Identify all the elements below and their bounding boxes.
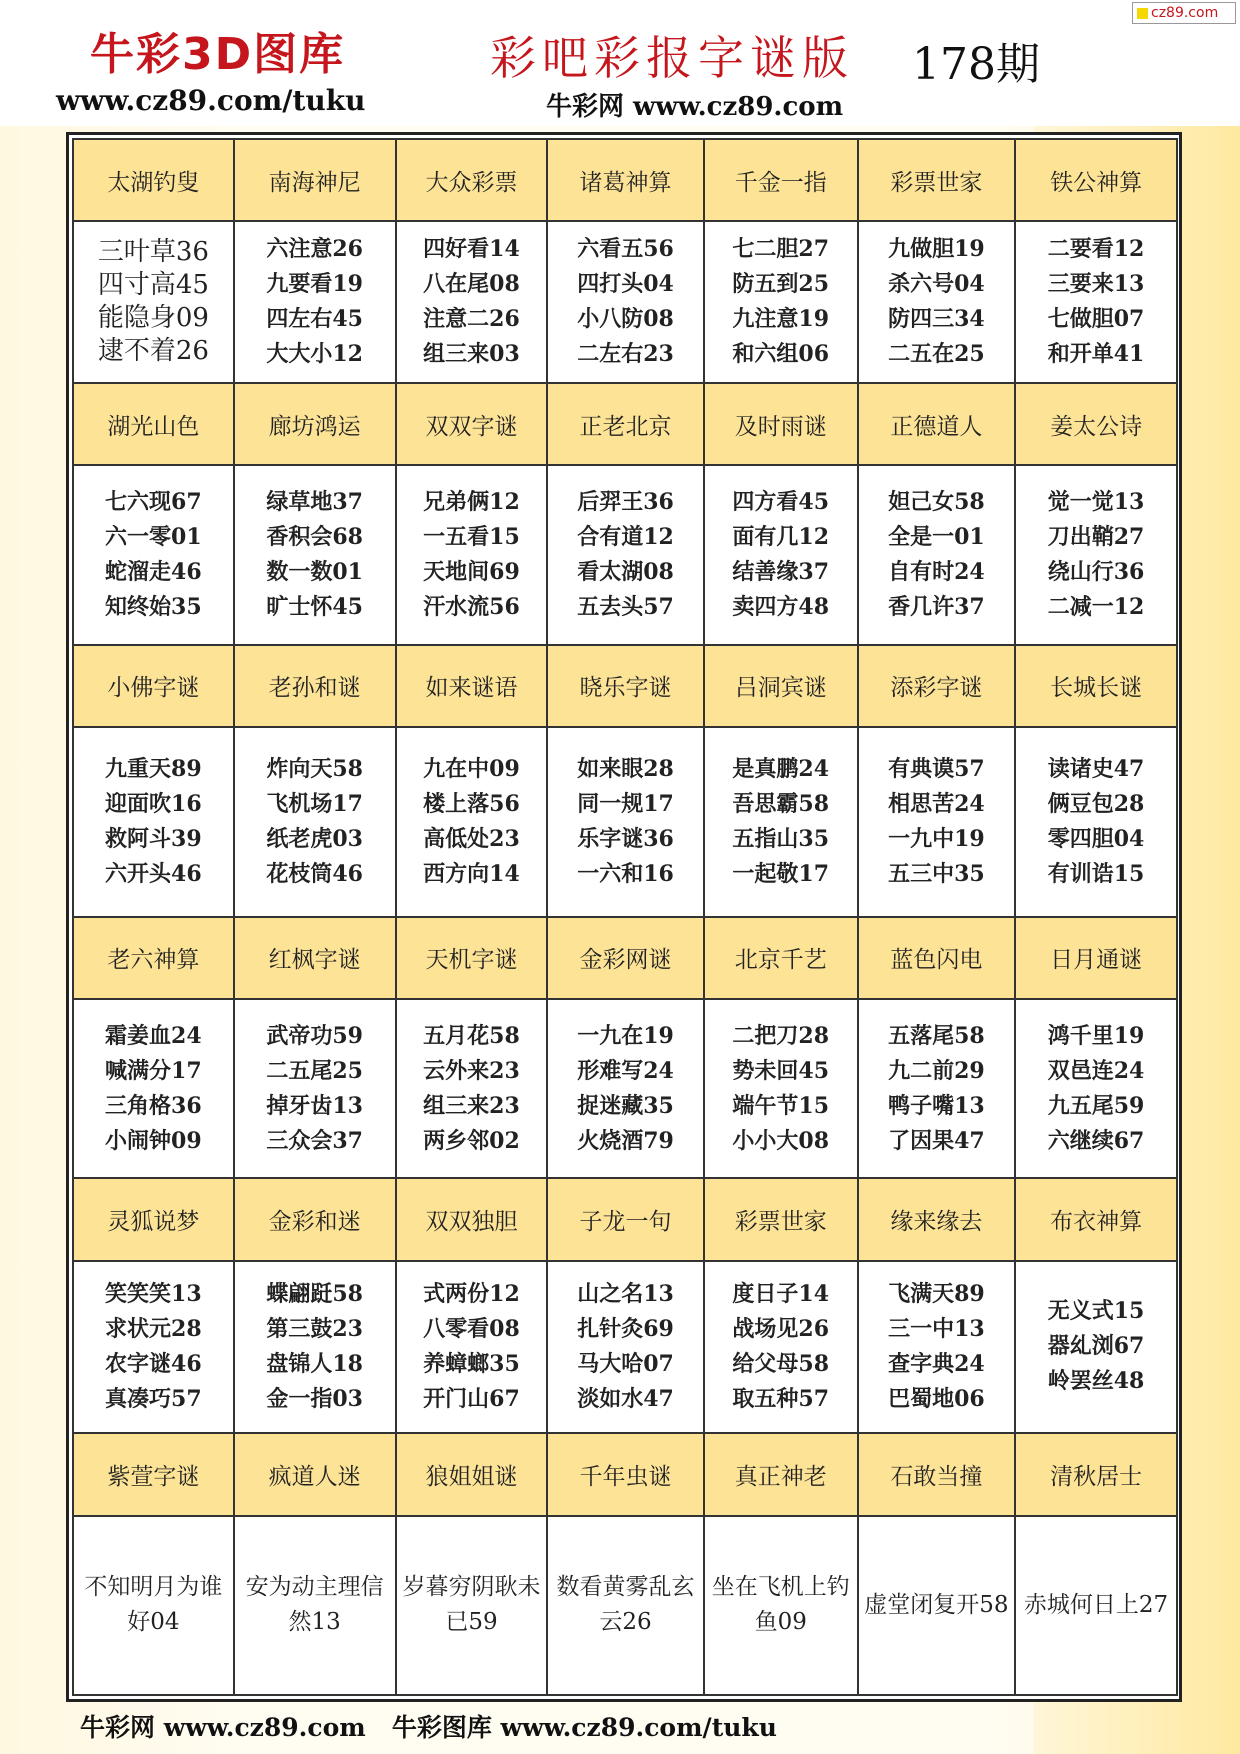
column-header: 小佛字谜 <box>73 645 234 727</box>
riddle-line: 飞机场17 <box>266 790 363 817</box>
riddle-line: 蝶翩跹58 <box>266 1280 363 1307</box>
riddle-line: 杀六号04 <box>888 271 985 298</box>
riddle-line: 三角格36 <box>105 1092 202 1119</box>
riddle-cell <box>1015 999 1177 1178</box>
riddle-line: 汗水流56 <box>423 593 520 620</box>
riddle-line: 刀出鞘27 <box>1047 523 1145 550</box>
riddle-line: 二五尾25 <box>266 1057 363 1084</box>
riddle-cell <box>704 999 858 1178</box>
column-header: 布衣神算 <box>1015 1178 1177 1260</box>
riddle-line: 盘锦人18 <box>266 1350 363 1377</box>
riddle-line: 自有时24 <box>888 558 985 585</box>
riddle-line: 面有几12 <box>732 523 830 550</box>
column-header: 真正神老 <box>704 1433 858 1515</box>
riddle-line: 小小大08 <box>732 1127 830 1154</box>
riddle-cell <box>234 727 396 917</box>
riddle-line: 数看黄雾乱玄 <box>556 1574 695 1601</box>
riddle-line: 五月花58 <box>423 1022 520 1049</box>
riddle-line: 组三来03 <box>423 341 520 368</box>
riddle-line: 一起敬17 <box>732 860 830 887</box>
riddle-line: 九二前29 <box>888 1057 985 1084</box>
riddle-line: 笑笑笑13 <box>105 1280 202 1307</box>
riddle-line: 双邑连24 <box>1047 1057 1145 1084</box>
column-header: 正德道人 <box>858 383 1015 465</box>
header-row <box>73 1433 1177 1515</box>
riddle-line: 防四三34 <box>888 306 985 333</box>
riddle-cell <box>547 727 703 917</box>
riddle-cell <box>858 999 1015 1178</box>
column-header: 添彩字谜 <box>858 645 1015 727</box>
riddle-line: 七做胆07 <box>1047 306 1145 333</box>
riddle-line: 知终始35 <box>105 593 202 620</box>
header-row <box>73 139 1177 221</box>
riddle-line: 兄弟俩12 <box>423 488 520 515</box>
riddle-line: 救阿斗39 <box>105 825 202 852</box>
riddle-line: 四寸高45 <box>97 270 209 301</box>
riddle-line: 形难写24 <box>577 1057 674 1084</box>
table-row <box>73 465 1177 644</box>
riddle-line: 一九在19 <box>577 1022 674 1049</box>
riddle-line: 相思苦24 <box>888 790 985 817</box>
header-row <box>73 645 1177 727</box>
riddle-line: 第三鼓23 <box>266 1315 363 1342</box>
column-header: 千金一指 <box>704 139 858 221</box>
riddle-cell <box>396 999 548 1178</box>
riddle-line: 好04 <box>127 1609 180 1636</box>
riddle-line: 是真鹏24 <box>732 755 830 782</box>
riddle-line: 不知明月为谁 <box>84 1574 223 1601</box>
riddle-line: 大大小12 <box>266 341 363 368</box>
column-header: 狼姐姐谜 <box>396 1433 548 1515</box>
riddle-cell <box>234 1261 396 1434</box>
riddle-line: 农字谜46 <box>105 1350 202 1377</box>
table-row <box>73 221 1177 383</box>
brand-title: 牛彩3D图库 <box>90 29 346 80</box>
column-header: 彩票世家 <box>704 1178 858 1260</box>
column-header: 廊坊鸿运 <box>234 383 396 465</box>
riddle-line: 八在尾08 <box>423 271 520 298</box>
brand-url[interactable]: www.cz89.com/tuku <box>56 84 366 117</box>
riddle-line: 二减一12 <box>1047 593 1145 620</box>
column-header: 缘来缘去 <box>858 1178 1015 1260</box>
riddle-line: 六继续67 <box>1047 1127 1145 1154</box>
riddle-line: 六看五56 <box>577 236 674 263</box>
riddle-cell <box>858 221 1015 383</box>
column-header: 金彩和迷 <box>234 1178 396 1260</box>
riddle-line: 求状元28 <box>105 1315 202 1342</box>
riddle-line: 五落尾58 <box>888 1022 985 1049</box>
column-header: 千年虫谜 <box>547 1433 703 1515</box>
header-row <box>73 383 1177 465</box>
riddle-line: 注意二26 <box>423 306 520 333</box>
column-header: 姜太公诗 <box>1015 383 1177 465</box>
riddle-cell <box>396 1516 548 1696</box>
riddle-cell <box>73 1261 234 1434</box>
riddle-line: 一六和16 <box>577 860 674 887</box>
riddle-line: 觉一觉13 <box>1047 488 1145 515</box>
riddle-cell <box>234 1516 396 1696</box>
riddle-cell <box>73 727 234 917</box>
riddle-line: 七二胆27 <box>732 236 830 263</box>
riddle-line: 和六组06 <box>732 341 830 368</box>
riddle-line: 五三中35 <box>888 860 985 887</box>
riddle-line: 式两份12 <box>423 1280 520 1307</box>
riddle-line: 六注意26 <box>266 236 363 263</box>
riddle-line: 鸭子嘴13 <box>888 1092 985 1119</box>
riddle-cell <box>234 999 396 1178</box>
footer-left-url[interactable]: 牛彩网 www.cz89.com <box>80 1713 366 1742</box>
riddle-cell <box>547 1516 703 1696</box>
riddle-line: 取五种57 <box>732 1385 830 1412</box>
riddle-line: 三一中13 <box>888 1315 985 1342</box>
riddle-cell <box>1015 465 1177 644</box>
column-header: 金彩网谜 <box>547 917 703 999</box>
riddle-line: 势未回45 <box>732 1057 830 1084</box>
riddle-line: 鸿千里19 <box>1047 1022 1145 1049</box>
riddle-line: 九五尾59 <box>1047 1092 1145 1119</box>
riddle-line: 岁暮穷阴耿未 <box>402 1574 541 1601</box>
riddle-line: 捉迷藏35 <box>577 1092 674 1119</box>
footer-right-url[interactable]: 牛彩图库 www.cz89.com/tuku <box>391 1713 777 1742</box>
riddle-cell <box>396 1261 548 1434</box>
riddle-line: 坐在飞机上钓 <box>711 1574 850 1601</box>
column-header: 双双字谜 <box>396 383 548 465</box>
riddle-line: 七六现67 <box>105 488 202 515</box>
riddle-line: 俩豆包28 <box>1047 790 1145 817</box>
riddle-line: 六一零01 <box>105 523 202 550</box>
riddle-cell <box>858 727 1015 917</box>
riddle-line: 同一规17 <box>577 790 674 817</box>
column-header: 北京千艺 <box>704 917 858 999</box>
riddle-line: 两乡邻02 <box>423 1127 520 1154</box>
riddle-line: 后羿王36 <box>577 488 674 515</box>
riddle-line: 无义式15 <box>1047 1298 1145 1325</box>
riddle-line: 掉牙齿13 <box>266 1092 363 1119</box>
riddle-cell <box>234 221 396 383</box>
riddle-cell <box>73 1516 234 1696</box>
riddle-line: 九注意19 <box>732 306 830 333</box>
column-header: 红枫字谜 <box>234 917 396 999</box>
riddle-line: 二左右23 <box>577 341 674 368</box>
riddle-cell <box>858 465 1015 644</box>
riddle-line: 香积会68 <box>266 523 363 550</box>
riddle-line: 金一指03 <box>266 1385 363 1412</box>
riddle-line: 云外来23 <box>423 1057 520 1084</box>
column-header: 长城长谜 <box>1015 645 1177 727</box>
riddle-line: 扎针灸69 <box>577 1315 674 1342</box>
riddle-line: 有训诰15 <box>1047 860 1145 887</box>
column-header: 蓝色闪电 <box>858 917 1015 999</box>
table-row <box>73 727 1177 917</box>
riddle-line: 结善缘37 <box>732 558 830 585</box>
table-row <box>73 1261 1177 1434</box>
riddle-line: 如来眼28 <box>577 755 674 782</box>
riddle-cell <box>396 221 548 383</box>
riddle-line: 四打头04 <box>577 271 674 298</box>
riddle-line: 端午节15 <box>732 1092 830 1119</box>
column-header: 石敢当撞 <box>858 1433 1015 1515</box>
riddle-line: 数一数01 <box>266 558 363 585</box>
riddle-cell <box>1015 1261 1177 1434</box>
riddle-line: 防五到25 <box>732 271 830 298</box>
riddle-line: 卖四方48 <box>732 593 830 620</box>
riddle-line: 一五看15 <box>423 523 520 550</box>
riddle-line: 度日子14 <box>732 1280 830 1307</box>
riddle-line: 全是一01 <box>888 523 985 550</box>
riddle-line: 迎面吹16 <box>105 790 202 817</box>
riddle-line: 组三来23 <box>423 1092 520 1119</box>
footer-urls <box>80 1708 777 1744</box>
riddle-line: 三要来13 <box>1047 271 1145 298</box>
riddle-line: 然13 <box>288 1609 341 1636</box>
riddle-line: 霜姜血24 <box>105 1022 202 1049</box>
riddle-line: 查字典24 <box>888 1350 985 1377</box>
riddle-cell <box>1015 727 1177 917</box>
column-header: 日月通谜 <box>1015 917 1177 999</box>
column-header: 彩票世家 <box>858 139 1015 221</box>
yellow-square-icon <box>1137 8 1148 19</box>
riddle-line: 香几许37 <box>888 593 985 620</box>
column-header: 紫萱字谜 <box>73 1433 234 1515</box>
site-url[interactable]: 牛彩网 www.cz89.com <box>546 92 844 122</box>
header-row <box>73 917 1177 999</box>
riddle-line: 小闹钟09 <box>105 1127 202 1154</box>
riddle-cell <box>704 727 858 917</box>
issue-number: 178期 <box>912 39 1040 90</box>
column-header: 子龙一句 <box>547 1178 703 1260</box>
riddle-line: 六开头46 <box>105 860 202 887</box>
column-header: 及时雨谜 <box>704 383 858 465</box>
riddle-line: 鱼09 <box>754 1609 807 1636</box>
riddle-line: 了因果47 <box>888 1127 985 1154</box>
riddle-line: 九做胆19 <box>888 236 985 263</box>
column-header: 大众彩票 <box>396 139 548 221</box>
riddle-line: 三叶草36 <box>97 237 209 268</box>
corner-badge-text: cz89.com <box>1151 5 1219 21</box>
riddle-line: 合有道12 <box>577 523 674 550</box>
column-header: 老六神算 <box>73 917 234 999</box>
column-header: 诸葛神算 <box>547 139 703 221</box>
riddle-line: 养蟑螂35 <box>423 1350 520 1377</box>
riddle-line: 开门山67 <box>423 1385 520 1412</box>
riddle-line: 九要看19 <box>266 271 363 298</box>
riddle-line: 妲己女58 <box>888 488 985 515</box>
riddle-line: 读诸史47 <box>1047 755 1145 782</box>
riddle-cell <box>73 465 234 644</box>
column-header: 双双独胆 <box>396 1178 548 1260</box>
column-header: 天机字谜 <box>396 917 548 999</box>
riddle-line: 火烧酒79 <box>577 1127 674 1154</box>
riddle-line: 喊满分17 <box>105 1057 202 1084</box>
riddle-line: 九重天89 <box>105 755 202 782</box>
issue-title: 彩吧彩报字谜版 <box>490 31 854 85</box>
riddle-line: 高低处23 <box>423 825 520 852</box>
table-row <box>73 1516 1177 1696</box>
riddle-line: 九在中09 <box>423 755 520 782</box>
riddle-line: 云26 <box>599 1609 652 1636</box>
riddle-line: 岭罢丝48 <box>1047 1368 1145 1395</box>
riddle-cell <box>858 1261 1015 1434</box>
riddle-cell <box>1015 1516 1177 1696</box>
riddle-line: 吾思霸58 <box>732 790 830 817</box>
riddle-line: 有典谟57 <box>888 755 985 782</box>
column-header: 如来谜语 <box>396 645 548 727</box>
column-header: 疯道人迷 <box>234 1433 396 1515</box>
column-header: 湖光山色 <box>73 383 234 465</box>
riddle-cell <box>234 465 396 644</box>
riddle-line: 四好看14 <box>423 236 520 263</box>
riddle-line: 二要看12 <box>1047 236 1145 263</box>
corner-badge[interactable] <box>1132 2 1236 24</box>
riddle-line: 三众会37 <box>266 1127 363 1154</box>
riddle-line: 五指山35 <box>732 825 830 852</box>
riddle-cell <box>704 465 858 644</box>
riddle-line: 给父母58 <box>732 1350 830 1377</box>
column-header: 吕洞宾谜 <box>704 645 858 727</box>
riddle-line: 零四胆04 <box>1047 825 1145 852</box>
riddle-cell <box>547 221 703 383</box>
riddle-line: 能隐身09 <box>97 303 209 334</box>
riddle-line: 淡如水47 <box>577 1385 674 1412</box>
riddle-line: 炸向天58 <box>266 755 363 782</box>
riddle-line: 武帝功59 <box>266 1022 363 1049</box>
riddle-line: 安为动主理信 <box>245 1574 384 1601</box>
riddle-cell <box>858 1516 1015 1696</box>
column-header: 铁公神算 <box>1015 139 1177 221</box>
column-header: 太湖钓叟 <box>73 139 234 221</box>
riddle-line: 逮不着26 <box>97 336 209 367</box>
riddle-line: 二把刀28 <box>732 1022 830 1049</box>
riddle-line: 小八防08 <box>577 306 674 333</box>
riddle-cell <box>73 221 234 383</box>
riddle-line: 山之名13 <box>577 1280 674 1307</box>
riddle-line: 纸老虎03 <box>266 825 363 852</box>
riddle-line: 旷士怀45 <box>266 593 363 620</box>
riddle-line: 看太湖08 <box>577 558 674 585</box>
riddle-table <box>72 138 1178 1696</box>
riddle-line: 天地间69 <box>423 558 520 585</box>
riddle-cell <box>704 221 858 383</box>
column-header: 老孙和谜 <box>234 645 396 727</box>
riddle-cell <box>1015 221 1177 383</box>
riddle-line: 五去头57 <box>577 593 674 620</box>
table-row <box>73 999 1177 1178</box>
riddle-line: 西方向14 <box>423 860 520 887</box>
riddle-line: 蛇溜走46 <box>105 558 202 585</box>
riddle-line: 器乣浏67 <box>1047 1333 1145 1360</box>
riddle-line: 和开单41 <box>1047 341 1145 368</box>
riddle-line: 四方看45 <box>732 488 830 515</box>
riddle-line: 一九中19 <box>888 825 985 852</box>
riddle-line: 八零看08 <box>423 1315 520 1342</box>
riddle-cell <box>73 999 234 1178</box>
riddle-cell <box>547 1261 703 1434</box>
riddle-cell <box>547 465 703 644</box>
riddle-line: 绿草地37 <box>266 488 363 515</box>
column-header: 晓乐字谜 <box>547 645 703 727</box>
riddle-line: 绕山行36 <box>1047 558 1145 585</box>
riddle-cell <box>704 1261 858 1434</box>
riddle-line: 乐字谜36 <box>577 825 674 852</box>
column-header: 正老北京 <box>547 383 703 465</box>
riddle-line: 虚堂闭复开58 <box>864 1591 1009 1618</box>
column-header: 灵狐说梦 <box>73 1178 234 1260</box>
riddle-cell <box>704 1516 858 1696</box>
riddle-line: 二五在25 <box>888 341 985 368</box>
riddle-line: 真凑巧57 <box>105 1385 202 1412</box>
column-header: 南海神尼 <box>234 139 396 221</box>
header-row <box>73 1178 1177 1260</box>
riddle-line: 花枝筒46 <box>266 860 363 887</box>
riddle-line: 战场见26 <box>732 1315 830 1342</box>
riddle-cell <box>547 999 703 1178</box>
riddle-cell <box>396 465 548 644</box>
riddle-line: 四左右45 <box>266 306 363 333</box>
riddle-line: 马大哈07 <box>577 1350 674 1377</box>
column-header: 清秋居士 <box>1015 1433 1177 1515</box>
riddle-line: 已59 <box>445 1609 498 1636</box>
riddle-line: 巴蜀地06 <box>888 1385 985 1412</box>
riddle-cell <box>396 727 548 917</box>
riddle-line: 楼上落56 <box>423 790 520 817</box>
riddle-line: 飞满天89 <box>888 1280 985 1307</box>
riddle-line: 赤城何日上27 <box>1023 1591 1169 1618</box>
